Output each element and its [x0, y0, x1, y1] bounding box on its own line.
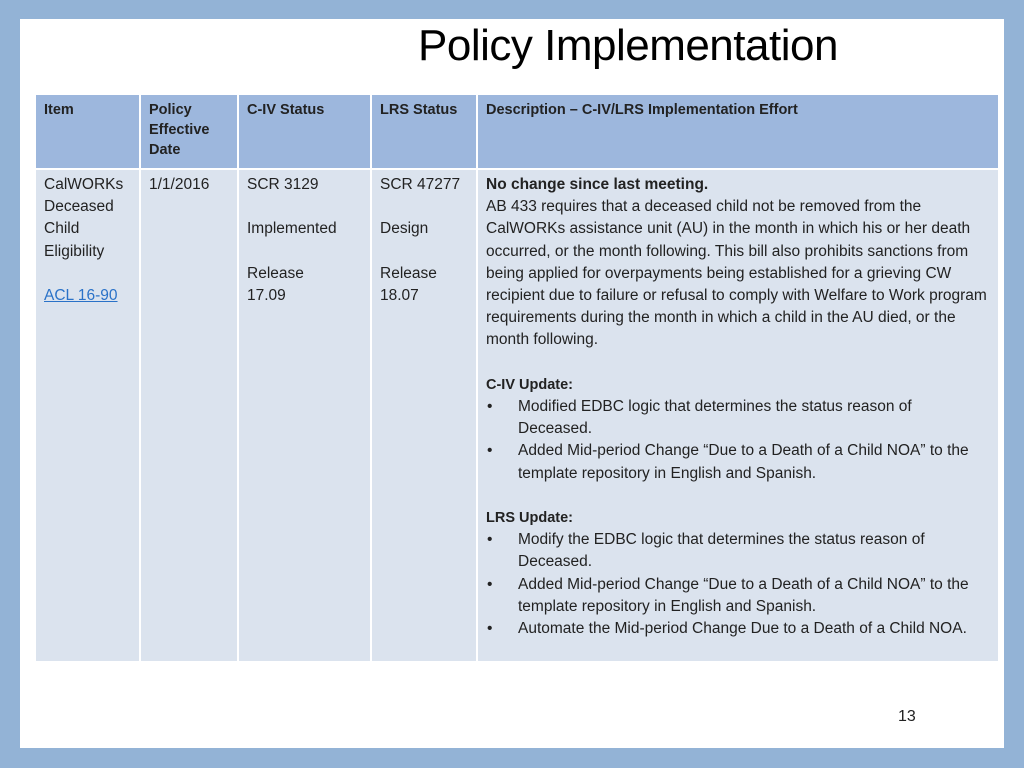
lrs-release: 18.07 [380, 286, 419, 304]
list-item: • Modify the EDBC logic that determines the status reason of Deceased. [486, 529, 990, 573]
civ-update-heading: C-IV Update: [486, 376, 573, 393]
item-line: CalWORKs [44, 176, 124, 193]
lrs-scr: SCR 47277 [380, 176, 461, 193]
header-item: Item [35, 94, 140, 169]
list-item: • Added Mid-period Change “Due to a Death of a Child NOA” to the template repository in English and Spanish. [486, 440, 990, 484]
civ-update-list [486, 396, 990, 485]
description-heading: No change since last meeting. [486, 176, 709, 193]
acl-link[interactable]: ACL 16-90 [44, 287, 118, 304]
list-item: • Automate the Mid-period Change Due to a Death of a Child NOA. [486, 618, 990, 640]
civ-state: Implemented [247, 220, 337, 238]
header-effective-date: Policy Effective Date [140, 94, 238, 169]
item-line: Child [44, 220, 80, 238]
cell-effective-date [140, 169, 238, 662]
table-row [35, 169, 999, 662]
item-line: Deceased [44, 198, 114, 216]
cell-lrs-status [371, 169, 477, 662]
slide [20, 19, 1004, 748]
cell-civ-status [238, 169, 371, 662]
lrs-release-label: Release [380, 264, 437, 282]
header-civ-status: C-IV Status [238, 94, 371, 169]
civ-scr: SCR 3129 [247, 176, 319, 193]
header-description: Description – C-IV/LRS Implementation Effort [477, 94, 999, 169]
civ-release-label: Release [247, 264, 304, 282]
lrs-state: Design [380, 220, 429, 238]
cell-description [477, 169, 999, 662]
slide-title: Policy Implementation [418, 21, 838, 70]
lrs-update-list [486, 529, 990, 640]
lrs-update-heading: LRS Update: [486, 510, 573, 527]
table-header-row [35, 94, 999, 169]
item-line: Eligibility [44, 242, 105, 260]
list-item: • Added Mid-period Change “Due to a Death of a Child NOA” to the template repository in English and Spanish. [486, 574, 990, 618]
civ-release: 17.09 [247, 286, 286, 304]
header-lrs-status: LRS Status [371, 94, 477, 169]
page-number: 13 [898, 708, 916, 725]
list-item: • Modified EDBC logic that determines the status reason of Deceased. [486, 396, 990, 440]
effective-date-value: 1/1/2016 [149, 176, 210, 193]
description-body: AB 433 requires that a deceased child not be removed from the CalWORKs assistance unit (AU) in the month in which his or her death occurred, or the month following. This bill also prohibits sanctions from being applied for overpayments being established for a grieving CW recipient due to failure or refusal to comply with Welfare to Work program requirements during the month in which a child in the AU died, or the month following. [486, 198, 987, 349]
policy-table [34, 93, 1000, 663]
cell-item [35, 169, 140, 662]
